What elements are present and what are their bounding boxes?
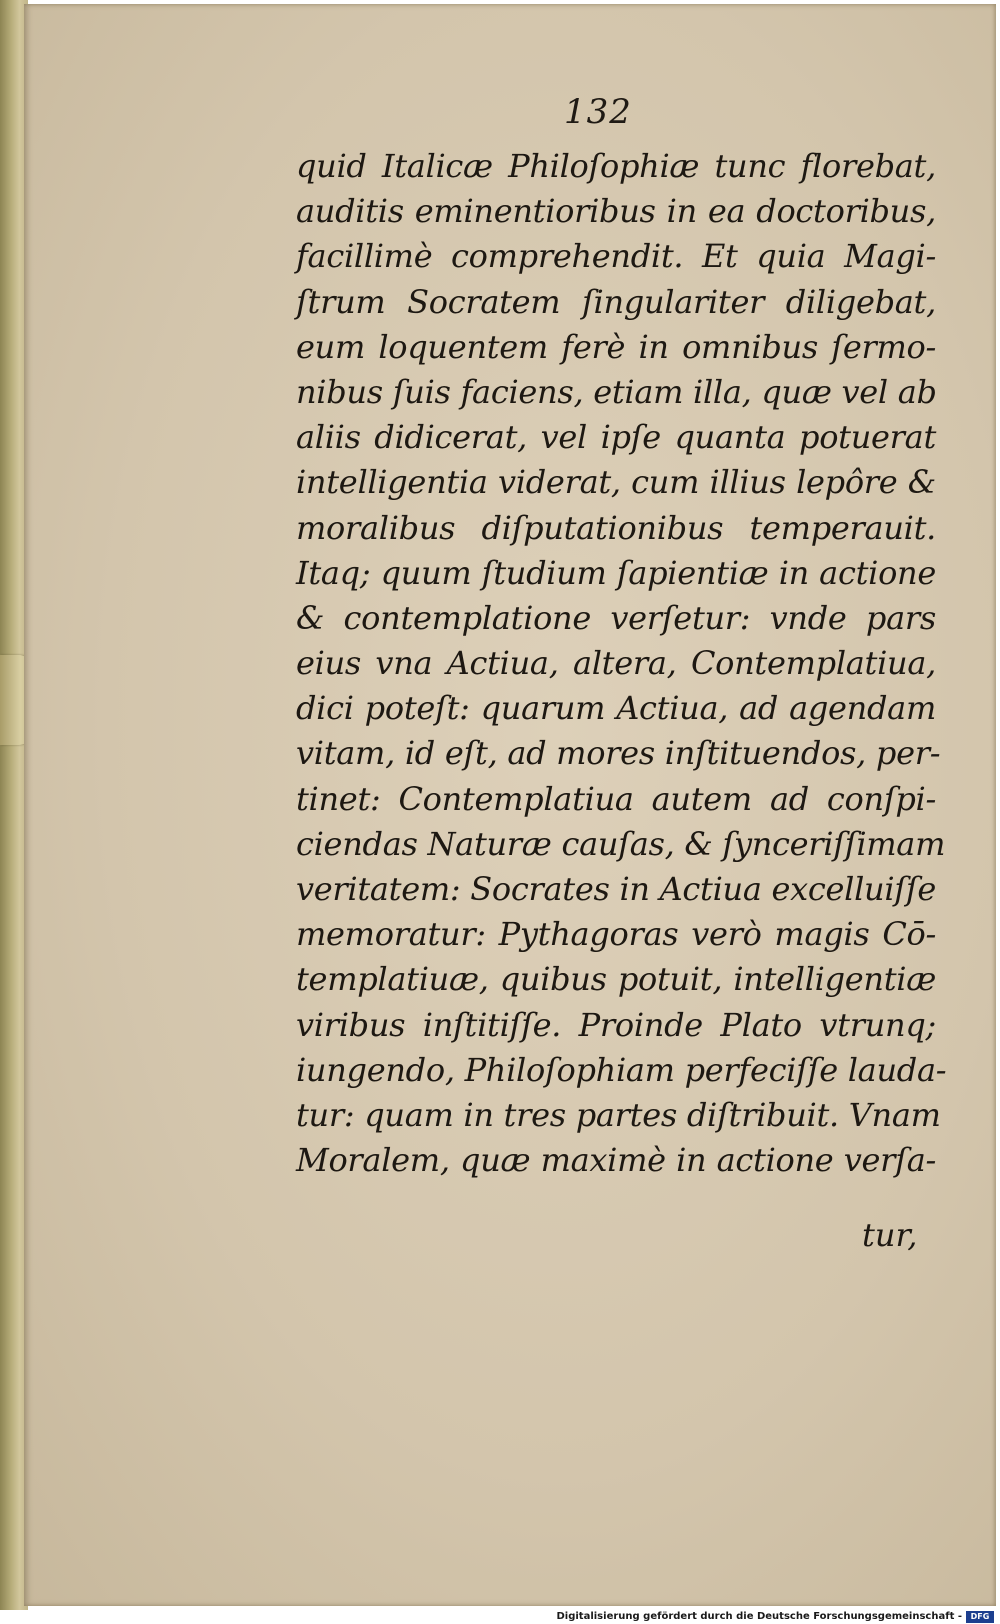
text-line: intelligentia viderat, cum illius lepôre & [296,463,936,502]
page-number: 132 [564,92,632,132]
text-line: Itaq; quum ſtudium ſapientiæ in actione [296,553,936,592]
text-line: aliis didicerat, vel ipſe quanta potuerat [296,418,936,457]
text-line: dici poteſt: quarum Actiua, ad agendam [296,689,936,728]
text-line: vitam, id eſt, ad mores inſtituendos, per- [296,734,941,773]
text-line: templatiuæ, quibus potuit, intelligentiæ [296,960,936,999]
text-line: ſtrum Socratem ſingulariter diligebat, [296,282,936,321]
body-text [296,144,947,1183]
text-line: iungendo, Philoſophiam perfeciſſe lauda- [296,1050,947,1089]
text-line: viribus inſtitiſſe. Proinde Plato vtrunq; [296,1005,936,1044]
text-line: Moralem, quæ maximè in actione verſa- [296,1141,936,1180]
text-line: facillimè comprehendit. Et quia Magi- [296,237,936,276]
text-line: quid Italicæ Philoſophiæ tunc florebat, [296,147,936,185]
text-line: ciendas Naturæ cauſas, & ſynceriſſimam [296,824,946,863]
catchword: tur, [862,1216,918,1254]
text-line: auditis eminentioribus in ea doctoribus, [296,192,936,231]
text-line: veritatem: Socrates in Actiua excelluiſſe [296,870,936,908]
text-line: & contemplatione verſetur: vnde pars [296,598,936,637]
text-line: eius vna Actiua, altera, Contemplatiua, [296,644,936,683]
digitization-credit: Digitalisierung gefördert durch die Deutsche Forschungsgemeinschaft - [556,1611,962,1622]
text-line: moralibus diſputationibus temperauit. [296,508,936,547]
text-line: eum loquentem ferè in omnibus ſermo- [296,327,936,366]
text-line: memoratur: Pythagoras verò magis Cō- [296,915,936,954]
page-sheet [24,4,996,1606]
text-line: tur: quam in tres partes diſtribuit. Vnam [296,1095,941,1134]
text-line: tinet: Contemplatiua autem ad conſpi- [296,779,936,818]
dfg-logo: DFG [966,1611,994,1623]
text-line: nibus ſuis faciens, etiam illa, quæ vel ab [296,372,937,411]
